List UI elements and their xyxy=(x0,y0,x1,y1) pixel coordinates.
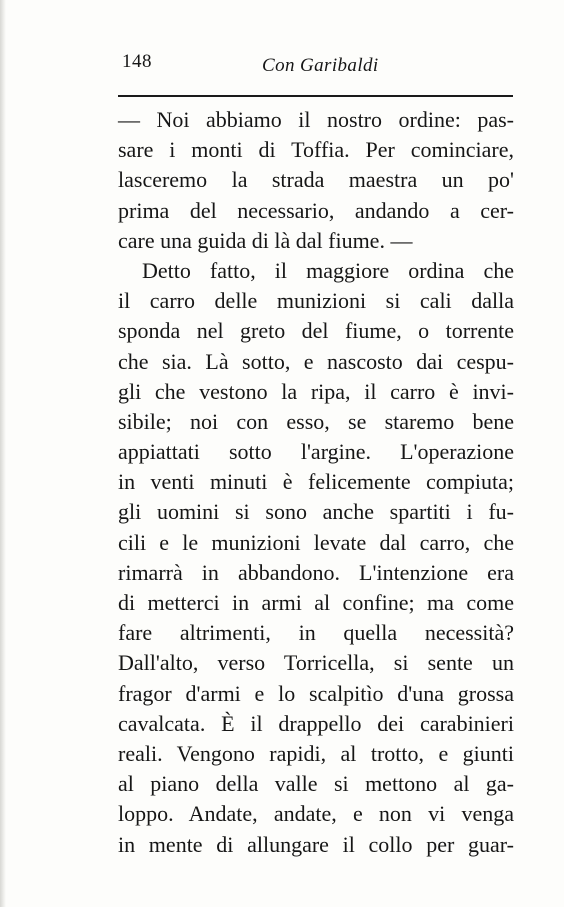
text-line: prima del necessario, andando a cer- xyxy=(118,197,514,223)
text-line: appiattati sotto l'argine. L'operazione xyxy=(118,439,514,465)
body-text xyxy=(118,105,514,860)
text-line: care una guida di là dal fiume. — xyxy=(118,227,413,253)
running-head-title: Con Garibaldi xyxy=(262,55,379,76)
text-line: di metterci in armi al confine; ma come xyxy=(118,590,514,615)
text-line: — Noi abbiamo il nostro ordine: pas- xyxy=(118,107,514,132)
text-line: reali. Vengono rapidi, al trotto, e giunti xyxy=(118,740,514,766)
text-line: gli uomini si sono anche spartiti i fu- xyxy=(118,499,514,525)
text-line: lasceremo la strada maestra un po' xyxy=(118,167,514,193)
text-line: sare i monti di Toffia. Per cominciare, xyxy=(118,137,514,163)
text-line: cili e le munizioni levate dal carro, che xyxy=(118,529,514,555)
page-gutter-shadow xyxy=(0,0,6,907)
text-line: fare altrimenti, in quella necessità? xyxy=(118,620,514,646)
text-line: Dall'alto, verso Torricella, si sente un xyxy=(118,650,514,676)
text-line: cavalcata. È il drappello dei carabinieri xyxy=(118,710,514,736)
header-rule xyxy=(118,95,513,97)
text-line: rimarrà in abbandono. L'intenzione era xyxy=(118,559,514,585)
text-line: sponda nel greto del fiume, o torrente xyxy=(118,318,514,344)
text-line: loppo. Andate, andate, e non vi venga xyxy=(118,801,514,827)
text-line: il carro delle munizioni si cali dalla xyxy=(118,288,514,314)
text-line: che sia. Là sotto, e nascosto dai cespu- xyxy=(118,348,514,374)
text-line: al piano della valle si mettono al ga- xyxy=(118,771,514,797)
text-line: Detto fatto, il maggiore ordina che xyxy=(142,257,514,283)
text-line: fragor d'armi e lo scalpitìo d'una grossa xyxy=(118,680,514,706)
text-line: sibile; noi con esso, se staremo bene xyxy=(118,408,514,434)
text-line: in mente di allungare il collo per guar- xyxy=(118,831,514,857)
text-line: in venti minuti è felicemente compiuta; xyxy=(118,469,514,495)
text-line: gli che vestono la ripa, il carro è invi- xyxy=(118,378,514,404)
page-number: 148 xyxy=(122,51,152,72)
